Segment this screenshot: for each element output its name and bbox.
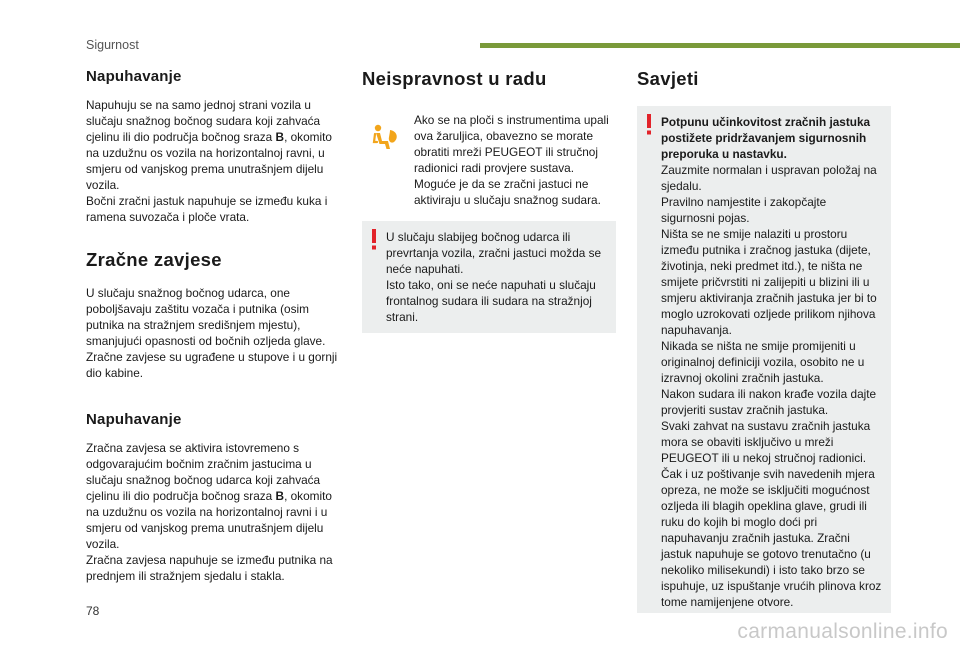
exclamation-icon [371, 229, 377, 250]
warning-lamp-text: Ako se na ploči s instrumentima upali ova žaruljica, obavezno se morate obratiti mreži PEUGEOT ili stručnoj radionici radi provjere sustava. Moguće je da se zračni jastuci ne aktiviraju u slučaju snažnog sudara. [414, 113, 609, 207]
column-middle [362, 68, 616, 333]
watermark: carmanualsonline.info [737, 620, 948, 643]
section-title: Sigurnost [86, 38, 139, 52]
advice-text: Zauzmite normalan i uspravan položaj na sjedalu. Pravilno namjestite i zakopčajte sigurnosni pojas. Ništa se ne smije nalaziti u prostoru između putnika i zračnog jastuka (dijete, životinja, neki predmet itd.), te ništa ne smijete pričvrstiti ni zalijepiti u blizini ili u smjeru aktiviranja zračnih jastuka jer bi to moglo uzrokovati ozljede prilikom njihova napuhavanja. Nikada se ništa ne smije promijeniti u originalnoj definiciji vozila, osobito ne u izravnoj okolini zračnih jastuka. Nakon sudara ili nakon krađe vozila dajte provjeriti sustav zračnih jastuka. Svaki zahvat na sustavu zračnih jastuka mora se obaviti isključivo u mreži PEUGEOT ili u nekoj stručnoj radionici. Čak i uz poštivanje svih navedenih mjera opreza, ne može se isključiti mogućnost ozljeda ili blagih opeklina glave, grudi ili ruku do kojih bi moglo doći pri napuhavanju zračnih jastuka. Zračni jastuk napuhuje se gotovo trenutačno (u nekoliko milisekundi) i isto tako brzo se ispuhuje, uz ispuštanje vrućih plinova kroz tome namijenjene otvore. [661, 163, 882, 609]
heading-zracne-zavjese: Zračne zavjese [86, 249, 222, 270]
caution-text-middle: U slučaju slabijeg bočnog udarca ili prevrtanja vozila, zračni jastuci možda se neće napuhati. Isto tako, oni se neće napuhati u slučaju frontalnog sudara ili sudara na stražnjoj strani. [386, 230, 602, 324]
caution-box-right [637, 106, 891, 613]
heading-napuhavanje-1: Napuhavanje [86, 68, 182, 85]
page-number: 78 [86, 604, 100, 618]
heading-savjeti: Savjeti [637, 68, 699, 89]
heading-neispravnost: Neispravnost u radu [362, 68, 547, 89]
column-left [86, 68, 344, 584]
airbag-warning-icon [370, 122, 402, 154]
exclamation-icon [646, 114, 652, 135]
paragraph-napuhavanje-1: Napuhuju se na samo jednoj strani vozila u slučaju snažnog bočnog sudara koji zahvaća cjelinu ili dio područja bočnog sraza B, okomito na uzdužnu os vozila na horizontalnoj ravni, u smjeru od vanjskog prema unutrašnjem dijelu vozila. Bočni zračni jastuk napuhuje se između kuka i ramena suvozača i ploče vrata. [86, 98, 332, 224]
column-right [637, 68, 891, 613]
paragraph-napuhavanje-2: Zračna zavjesa se aktivira istovremeno s odgovarajućim bočnim zračnim jastucima u slučaju snažnog bočnog udarca koji zahvaća cjelinu ili dio područja bočnog sraza B, okomito na uzdužnu os vozila na horizontalnoj ravni i u smjeru od vanjskog prema unutrašnjem dijelu vozila. Zračna zavjesa napuhuje se između putnika na prednjem ili stražnjem sjedalu i stakla. [86, 441, 333, 583]
heading-napuhavanje-2: Napuhavanje [86, 411, 182, 428]
paragraph-zracne-zavjese: U slučaju snažnog bočnog udarca, one poboljšavaju zaštitu vozača i putnika (osim putnika na stražnjem središnjem mjestu), smanjujući opasnosti od bočnih ozljeda glave. Zračne zavjese su ugrađene u stupove i u gornji dio kabine. [86, 286, 338, 380]
section-accent-bar [480, 43, 960, 48]
warning-lamp-block [362, 112, 616, 208]
advice-bold-intro: Potpunu učinkovitost zračnih jastuka postižete pridržavanjem sigurnosnih preporuka u nastavku. [661, 115, 871, 161]
caution-box-middle [362, 221, 616, 333]
